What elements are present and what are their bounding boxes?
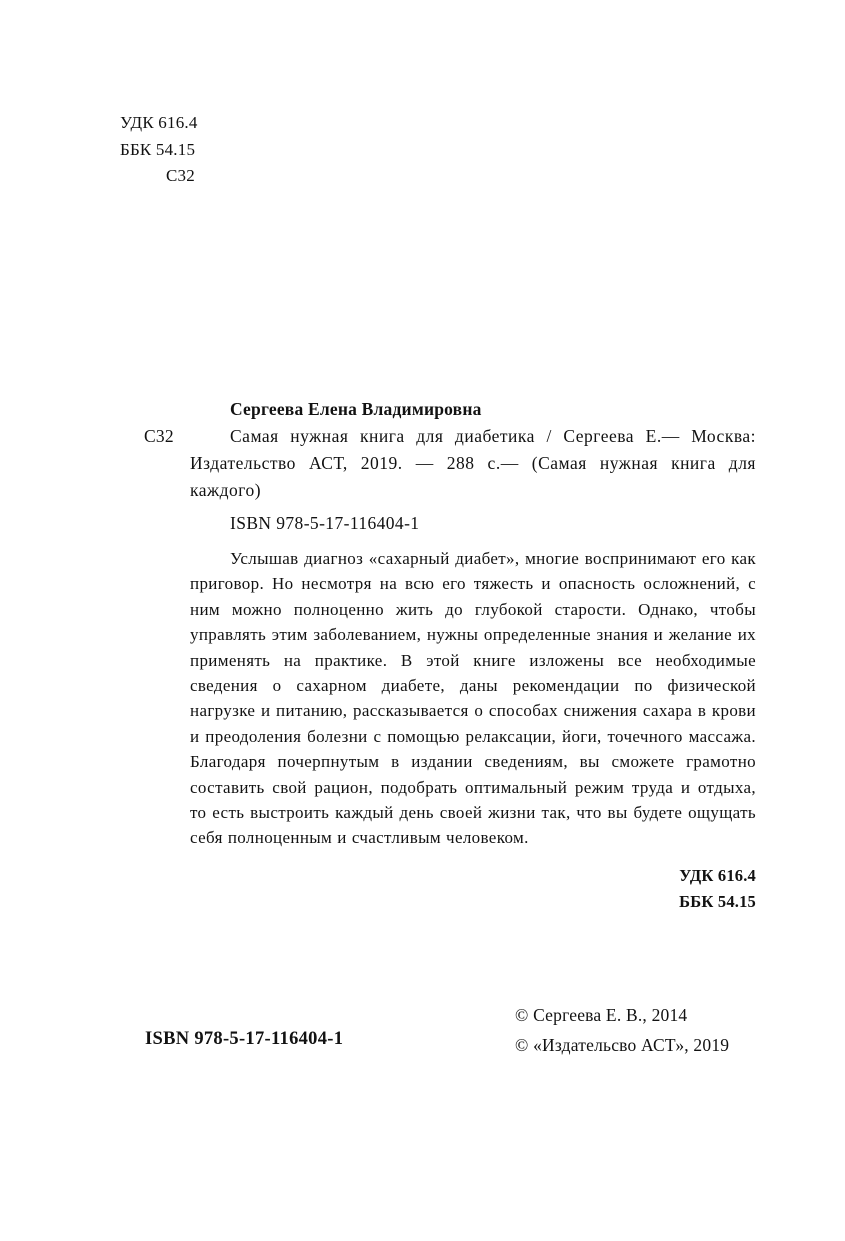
udk-right: УДК 616.4 bbox=[679, 865, 756, 885]
bibliographic-text: Самая нужная книга для диабетика / Сергеева Е.— Москва: Издательство АСТ, 2019. — 288 с.— (Самая нужная книга для каждого) bbox=[190, 426, 756, 500]
bibliographic-entry bbox=[144, 423, 756, 504]
classification-block bbox=[120, 110, 198, 190]
classification-right bbox=[190, 863, 756, 915]
author-sign-margin: С32 bbox=[144, 426, 174, 446]
copyright-author: © Сергеева Е. В., 2014 bbox=[515, 1005, 688, 1025]
udk-top: УДК 616.4 bbox=[120, 113, 198, 132]
imprint-footer bbox=[145, 1000, 760, 1070]
isbn-footer: ISBN 978-5-17-116404-1 bbox=[145, 1029, 344, 1049]
bbk-top: ББК 54.15 bbox=[120, 139, 196, 159]
copyright-block bbox=[515, 1000, 729, 1060]
annotation-text: Услышав диагноз «сахарный диабет», многие воспринимают его как приговор. Но несмотря на всю его тяжесть и опасность осложнений, с ним можно полноценно жить до глубокой старости. Однако, чтобы управлять этим заболеванием, нужны определенные знания и желание их применять на практике. В этой книге изложены все необходимые сведения о сахарном диабете, даны рекомендации по физической нагрузке и питанию, рассказывается о способах снижения сахара в крови и преодоления болезни с помощью релаксации, йоги, точечного массажа. Благодаря почерпнутым в издании сведениям, вы сможете грамотно составить свой рацион, подобрать оптимальный режим труда и отдыха, то есть выстроить каждый день своей жизни так, что вы будете ощущать себя полноценным и счастливым человеком. bbox=[190, 549, 756, 848]
author-sign-top: С32 bbox=[166, 166, 195, 185]
author-name: Сергеева Елена Владимировна bbox=[230, 399, 482, 419]
bbk-right: ББК 54.15 bbox=[679, 891, 756, 911]
isbn-card: ISBN 978-5-17-116404-1 bbox=[230, 513, 420, 533]
copyright-publisher: © «Издательсво АСТ», 2019 bbox=[515, 1035, 730, 1055]
catalog-card bbox=[144, 396, 756, 915]
